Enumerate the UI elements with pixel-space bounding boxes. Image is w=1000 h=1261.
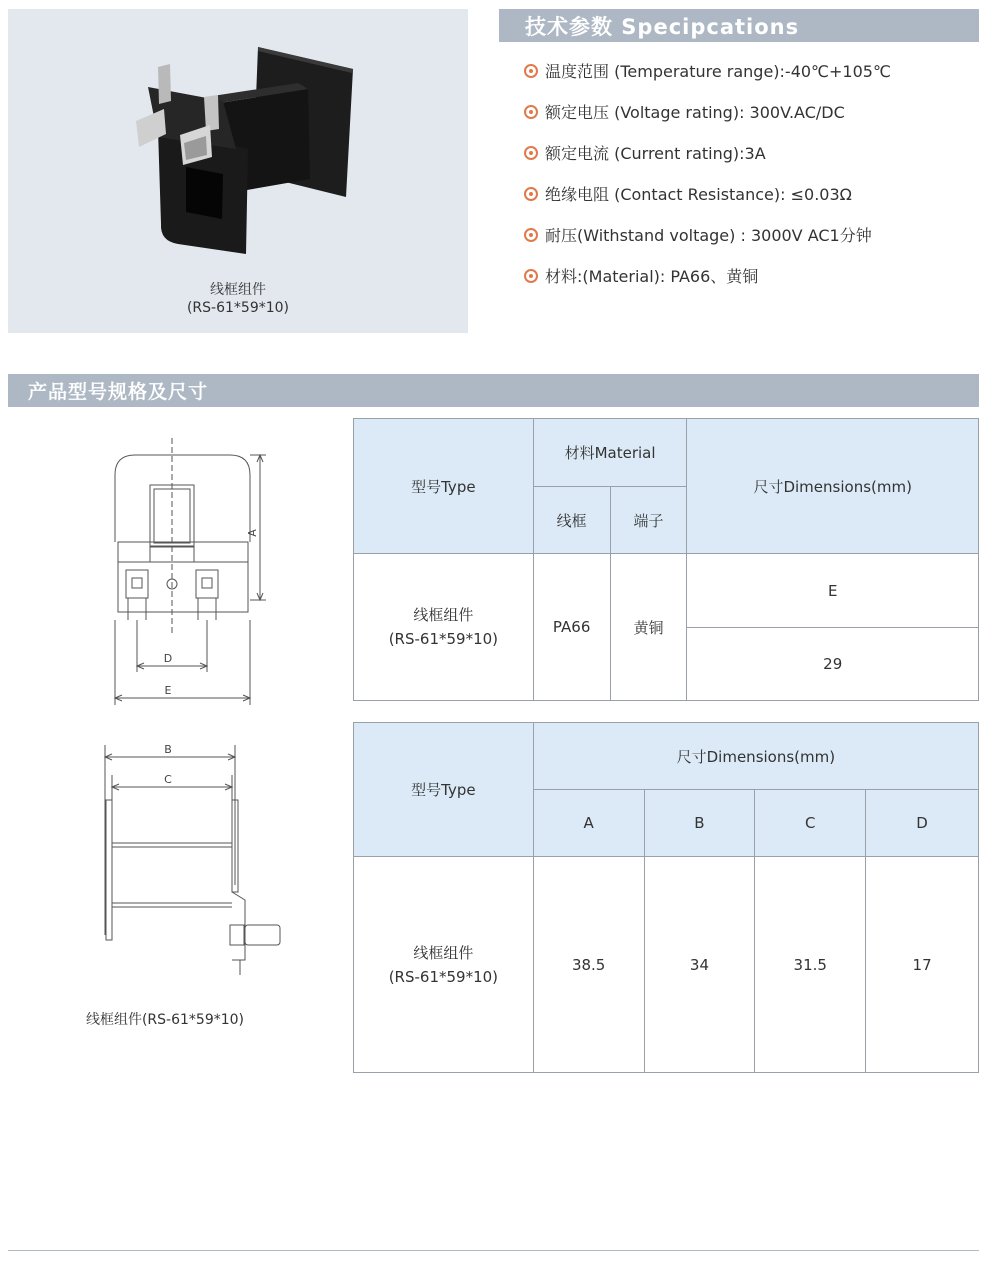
model-code: (RS-61*59*10) [388,967,499,986]
dim-label-a: A [246,529,259,537]
col-c: C [755,790,866,857]
specs-header [499,9,979,42]
spec-item-withstand [524,224,872,248]
col-b: B [644,790,755,857]
frame-value: PA66 [533,554,610,701]
spec-item-temperature [524,60,891,84]
spec-item-voltage [524,101,845,125]
spec-text: 绝缘电阻 (Contact Resistance): ≤0.03Ω [545,185,852,204]
section-title: 产品型号规格及尺寸 [28,381,209,403]
dim-label-b: B [164,743,172,756]
dim-label-d: D [163,652,173,665]
bullet-icon [524,187,538,201]
value-d: 17 [866,857,979,1073]
section-header [8,374,979,407]
material-header: 材料Material [533,419,687,487]
material-table [353,418,979,701]
model-cell [354,554,534,701]
model-code: (RS-61*59*10) [388,630,499,648]
dim-label-c: C [164,773,172,786]
col-d: D [866,790,979,857]
photo-caption [8,281,468,317]
spec-item-resistance [524,183,852,207]
bullet-icon [524,228,538,242]
product-photo-panel [8,9,468,333]
value-c: 31.5 [755,857,866,1073]
model-name: 线框组件 [413,606,474,624]
specs-title: 技术参数 Specipcations [525,15,800,39]
model-name: 线框组件 [413,943,474,962]
photo-caption-model: (RS-61*59*10) [186,300,290,316]
value-a: 38.5 [533,857,644,1073]
dim-e-label: E [687,554,979,628]
dimensions-table [353,722,979,1073]
photo-caption-name: 线框组件 [210,282,266,298]
spec-text: 温度范围 (Temperature range):-40℃+105℃ [545,62,891,81]
spec-item-current [524,142,766,166]
value-b: 34 [644,857,755,1073]
front-view-drawing [60,420,360,720]
dim-e-value: 29 [687,628,979,701]
side-drawing-caption: 线框组件(RS-61*59*10) [85,1012,245,1028]
type-header: 型号Type [354,419,534,554]
terminal-header: 端子 [610,487,687,554]
spec-item-material [524,265,758,289]
coil-bobbin-photo [8,9,468,279]
bullet-icon [524,105,538,119]
side-view-drawing [60,735,320,985]
dimensions-header: 尺寸Dimensions(mm) [533,723,978,790]
bullet-icon [524,146,538,160]
dim-label-e: E [164,684,172,697]
footer-divider [8,1250,979,1251]
spec-text: 材料:(Material): PA66、黄铜 [545,267,759,286]
spec-text: 额定电流 (Current rating):3A [545,144,766,163]
terminal-value: 黄铜 [610,554,687,701]
spec-text: 额定电压 (Voltage rating): 300V.AC/DC [545,103,845,122]
type-header: 型号Type [354,723,534,857]
bullet-icon [524,269,538,283]
col-a: A [533,790,644,857]
bullet-icon [524,64,538,78]
dimensions-header: 尺寸Dimensions(mm) [687,419,979,554]
frame-header: 线框 [533,487,610,554]
model-cell [354,857,534,1073]
spec-text: 耐压(Withstand voltage) : 3000V AC1分钟 [545,226,872,245]
